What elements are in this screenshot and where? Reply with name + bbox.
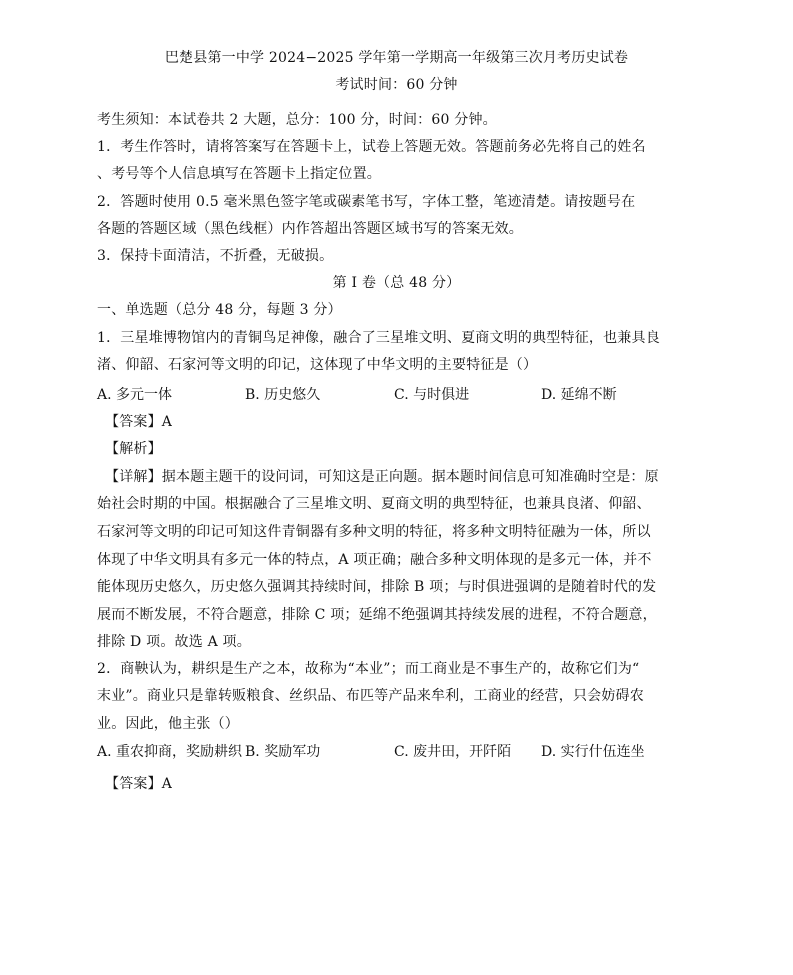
question-2-option-d: D. 实行什伍连坐: [541, 744, 645, 760]
question-1-option-d: D. 延绵不断: [541, 387, 617, 403]
question-1-detail-line-6: 展而不断发展，不符合题意，排除 C 项；延绵不绝强调其持续发展的进程，不符合题意，: [97, 607, 657, 623]
notice-intro: 考生须知：本试卷共 2 大题，总分：100 分，时间：60 分钟。: [97, 112, 497, 128]
question-1-option-b: B. 历史悠久: [245, 387, 321, 403]
exam-title: 巴楚县第一中学 2024−2025 学年第一学期高一年级第三次月考历史试卷: [164, 50, 629, 66]
question-1-detail-line-3: 石家河等文明的印记可知这件青铜器有多种文明的特征，将多种文明特征融为一体，所以: [97, 524, 651, 540]
question-2-line-3: 业。因此，他主张（）: [97, 716, 239, 732]
question-1-detail-line-5: 能体现历史悠久，历史悠久强调其持续时间，排除 B 项；与时俱进强调的是随着时代的发: [97, 579, 657, 595]
question-2-option-b: B. 奖励军功: [245, 744, 321, 760]
notice-item-3: 3．保持卡面清洁，不折叠，无破损。: [97, 248, 334, 264]
part-title: 一、单选题（总分 48 分，每题 3 分）: [97, 302, 342, 318]
question-2-option-c: C. 废井田，开阡陌: [394, 744, 512, 760]
question-2-line-1: 2．商鞅认为，耕织是生产之本，故称为“本业”；而工商业是不事生产的，故称它们为“: [97, 661, 640, 677]
question-1-detail-line-1: 【详解】据本题主题干的设问词，可知这是正向题。据本题时间信息可知准确时空是：原: [105, 469, 659, 485]
notice-item-2-line-2: 各题的答题区域（黑色线框）内作答超出答题区域书写的答案无效。: [97, 221, 523, 237]
exam-time: 考试时间：60 分钟: [335, 77, 458, 93]
question-1-line-1: 1．三星堆博物馆内的青铜鸟足神像，融合了三星堆文明、夏商文明的典型特征，也兼具良: [97, 330, 660, 346]
volume-title: 第 I 卷（总 48 分）: [332, 275, 461, 291]
question-1-option-a: A. 多元一体: [97, 387, 173, 403]
question-2-answer: 【答案】A: [105, 776, 173, 792]
question-2-option-a: A. 重农抑商，奖励耕织: [97, 744, 243, 760]
question-1-detail-line-4: 体现了中华文明具有多元一体的特点，A 项正确；融合多种文明体现的是多元一体，并不: [97, 552, 652, 568]
question-1-analysis-label: 【解析】: [105, 441, 162, 457]
notice-item-2-line-1: 2．答题时使用 0.5 毫米黑色签字笔或碳素笔书写，字体工整，笔迹清楚。请按题号在: [97, 194, 636, 210]
question-1-detail-line-2: 始社会时期的中国。根据融合了三星堆文明、夏商文明的典型特征，也兼具良渚、仰韶、: [97, 496, 651, 512]
question-1-answer: 【答案】A: [105, 414, 173, 430]
question-1-line-2: 渚、仰韶、石家河等文明的印记，这体现了中华文明的主要特征是（）: [97, 357, 538, 373]
question-1-detail-line-7: 排除 D 项。故选 A 项。: [97, 634, 251, 650]
question-2-line-2: 末业”。商业只是靠转贩粮食、丝织品、布匹等产品来牟利，工商业的经营，只会妨碍农: [97, 688, 644, 704]
question-1-option-c: C. 与时俱进: [394, 387, 470, 403]
notice-item-1-line-1: 1．考生作答时，请将答案写在答题卡上，试卷上答题无效。答题前务必先将自己的姓名: [97, 139, 646, 155]
notice-item-1-line-2: 、考号等个人信息填写在答题卡上指定位置。: [97, 166, 381, 182]
